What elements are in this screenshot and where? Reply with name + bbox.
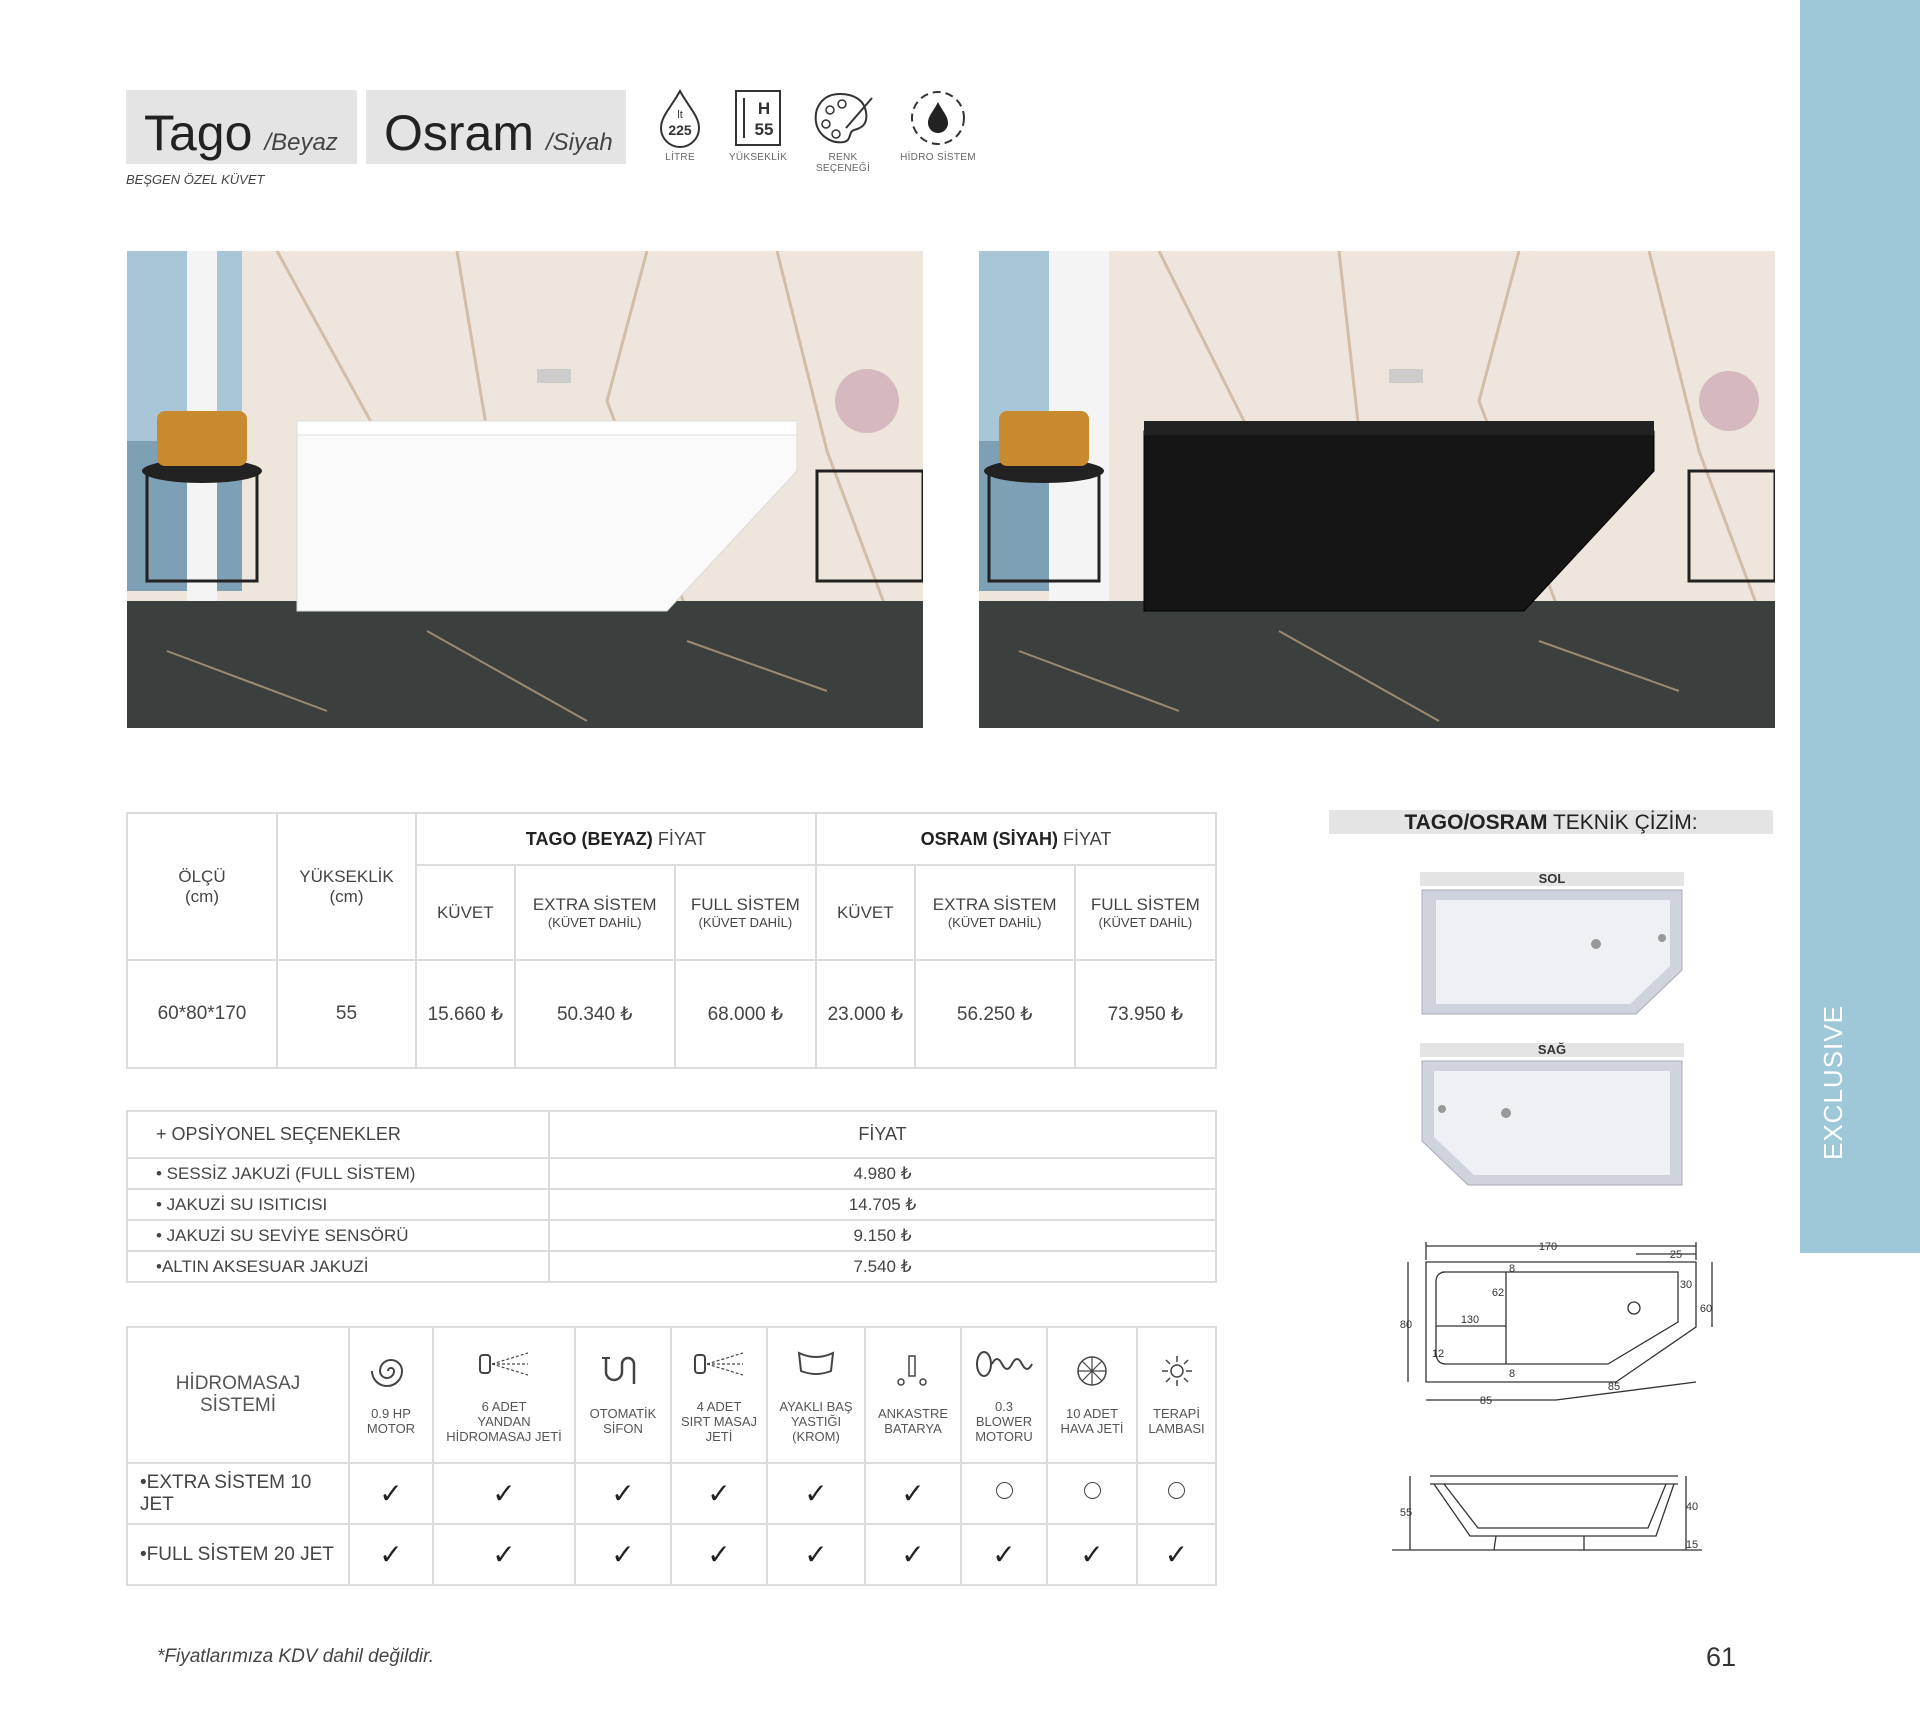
circle-icon — [961, 1463, 1047, 1524]
blower-icon — [974, 1347, 1034, 1381]
check-icon: ✓ — [671, 1524, 767, 1585]
feature-faucet: ANKASTRE BATARYA — [865, 1327, 961, 1463]
cell-price: 56.250 ₺ — [915, 960, 1075, 1068]
svg-text:55: 55 — [1399, 1507, 1413, 1519]
option-price: 14.705 ₺ — [549, 1189, 1216, 1220]
check-icon: ✓ — [349, 1524, 433, 1585]
product-subtitle: BEŞGEN ÖZEL KÜVET — [126, 172, 265, 187]
sub-full: FULL SİSTEM (KÜVET DAHİL) — [675, 865, 816, 960]
svg-text:40: 40 — [1685, 1501, 1699, 1513]
check-icon: ✓ — [1137, 1524, 1216, 1585]
svg-text:lt: lt — [677, 109, 683, 121]
svg-text:85: 85 — [1479, 1395, 1493, 1407]
tub-left-image — [1420, 888, 1684, 1016]
cell-price: 73.950 ₺ — [1075, 960, 1216, 1068]
siphon-icon — [598, 1354, 648, 1388]
feature-motor: 0.9 HP MOTOR — [349, 1327, 433, 1463]
system-label: •FULL SİSTEM 20 JET — [127, 1524, 349, 1585]
option-label: • SESSİZ JAKUZİ (FULL SİSTEM) — [127, 1158, 549, 1189]
cell-price: 68.000 ₺ — [675, 960, 816, 1068]
faucet-icon — [893, 1354, 933, 1388]
option-price: 4.980 ₺ — [549, 1158, 1216, 1189]
option-price: 9.150 ₺ — [549, 1220, 1216, 1251]
svg-text:85: 85 — [1607, 1381, 1621, 1393]
check-icon: ✓ — [575, 1463, 671, 1524]
label-sol: SOL — [1420, 872, 1684, 886]
svg-text:130: 130 — [1460, 1314, 1480, 1326]
options-header: + OPSİYONEL SEÇENEKLER — [127, 1111, 549, 1158]
check-icon: ✓ — [575, 1524, 671, 1585]
hydro-table — [126, 1326, 1217, 1586]
table-row — [127, 1158, 1216, 1189]
sub-extra: EXTRA SİSTEM (KÜVET DAHİL) — [915, 865, 1075, 960]
svg-text:15: 15 — [1685, 1539, 1699, 1551]
hydro-title: HİDROMASAJ SİSTEMİ — [127, 1327, 349, 1463]
cell-price: 50.340 ₺ — [515, 960, 675, 1068]
palette-icon: RENK SEÇENEĞİ — [803, 88, 883, 174]
svg-text:8: 8 — [1508, 1263, 1516, 1275]
check-icon: ✓ — [433, 1463, 575, 1524]
circle-icon — [1047, 1463, 1137, 1524]
svg-text:55: 55 — [754, 120, 774, 139]
title-name: Osram — [384, 105, 534, 161]
col-height: YÜKSEKLİK (cm) — [277, 813, 416, 960]
motor-icon — [371, 1354, 411, 1388]
feature-back-jet: 4 ADET SIRT MASAJ JETİ — [671, 1327, 767, 1463]
photo-osram-black — [979, 251, 1775, 728]
back-jet-icon — [691, 1347, 747, 1381]
price-table — [126, 812, 1217, 1069]
page-number: 61 — [1706, 1642, 1737, 1672]
option-label: • JAKUZİ SU ISITICISI — [127, 1189, 549, 1220]
option-price: 7.540 ₺ — [549, 1251, 1216, 1282]
col-size: ÖLÇÜ (cm) — [127, 813, 277, 960]
svg-text:8: 8 — [1508, 1368, 1516, 1380]
table-row — [127, 1524, 1216, 1585]
option-label: •ALTIN AKSESUAR JAKUZİ — [127, 1251, 549, 1282]
cell-price: 23.000 ₺ — [816, 960, 915, 1068]
feature-siphon: OTOMATİK SİFON — [575, 1327, 671, 1463]
feature-headrest: AYAKLI BAŞ YASTIĞI (KROM) — [767, 1327, 865, 1463]
sub-full: FULL SİSTEM (KÜVET DAHİL) — [1075, 865, 1216, 960]
check-icon: ✓ — [1047, 1524, 1137, 1585]
photo-tago-white — [127, 251, 923, 728]
table-row — [127, 1463, 1216, 1524]
drop-liter-icon: lt 225 LİTRE — [640, 88, 720, 163]
cell-height: 55 — [277, 960, 416, 1068]
label-sag: SAĞ — [1420, 1043, 1684, 1057]
table-row — [127, 1220, 1216, 1251]
check-icon: ✓ — [433, 1524, 575, 1585]
title-osram — [366, 90, 626, 164]
plan-drawing — [1396, 1232, 1716, 1412]
sub-kuvet: KÜVET — [816, 865, 915, 960]
feature-blower: 0.3 BLOWER MOTORU — [961, 1327, 1047, 1463]
svg-text:62: 62 — [1491, 1287, 1505, 1299]
side-tab — [1800, 0, 1920, 1253]
check-icon: ✓ — [865, 1524, 961, 1585]
cell-size: 60*80*170 — [127, 960, 277, 1068]
table-row — [127, 960, 1216, 1068]
svg-text:H: H — [757, 99, 771, 118]
svg-text:30: 30 — [1679, 1279, 1693, 1291]
svg-text:80: 80 — [1399, 1319, 1413, 1331]
option-label: • JAKUZİ SU SEVİYE SENSÖRÜ — [127, 1220, 549, 1251]
check-icon: ✓ — [349, 1463, 433, 1524]
table-row — [127, 1251, 1216, 1282]
side-jet-icon — [476, 1347, 532, 1381]
tub-right-image — [1420, 1059, 1684, 1187]
group-osram: OSRAM (SİYAH) FİYAT — [816, 813, 1216, 865]
table-row — [127, 1189, 1216, 1220]
check-icon: ✓ — [961, 1524, 1047, 1585]
check-icon: ✓ — [767, 1463, 865, 1524]
svg-text:25: 25 — [1669, 1249, 1683, 1261]
section-drawing — [1386, 1466, 1706, 1576]
sub-kuvet: KÜVET — [416, 865, 515, 960]
tech-title: TAGO/OSRAM TEKNİK ÇİZİM: — [1329, 810, 1773, 834]
svg-text:60: 60 — [1699, 1303, 1713, 1315]
options-price-header: FİYAT — [549, 1111, 1216, 1158]
options-table — [126, 1110, 1217, 1283]
footnote: *Fiyatlarımıza KDV dahil değildir. — [157, 1646, 435, 1667]
hydro-drop-icon: HİDRO SİSTEM — [898, 88, 978, 163]
check-icon: ✓ — [671, 1463, 767, 1524]
air-jet-icon — [1072, 1354, 1112, 1388]
check-icon: ✓ — [767, 1524, 865, 1585]
feature-side-jet: 6 ADET YANDAN HİDROMASAJ JETİ — [433, 1327, 575, 1463]
cell-price: 15.660 ₺ — [416, 960, 515, 1068]
check-icon: ✓ — [865, 1463, 961, 1524]
therapy-lamp-icon — [1157, 1354, 1197, 1388]
title-name: Tago — [144, 105, 253, 161]
headrest-icon — [791, 1347, 841, 1381]
feature-therapy-lamp: TERAPİ LAMBASI — [1137, 1327, 1216, 1463]
title-sub: /Beyaz — [264, 129, 338, 156]
group-tago: TAGO (BEYAZ) FİYAT — [416, 813, 816, 865]
system-label: •EXTRA SİSTEM 10 JET — [127, 1463, 349, 1524]
circle-icon — [1137, 1463, 1216, 1524]
height-icon: H 55 YÜKSEKLİK — [718, 88, 798, 163]
svg-text:170: 170 — [1538, 1241, 1558, 1253]
sub-extra: EXTRA SİSTEM (KÜVET DAHİL) — [515, 865, 675, 960]
title-tago — [126, 90, 357, 164]
title-sub: /Siyah — [546, 129, 613, 156]
svg-text:225: 225 — [668, 122, 692, 138]
feature-air-jet: 10 ADET HAVA JETİ — [1047, 1327, 1137, 1463]
side-tab-label: EXCLUSIVE — [1818, 1005, 1848, 1160]
svg-text:12: 12 — [1431, 1348, 1445, 1360]
